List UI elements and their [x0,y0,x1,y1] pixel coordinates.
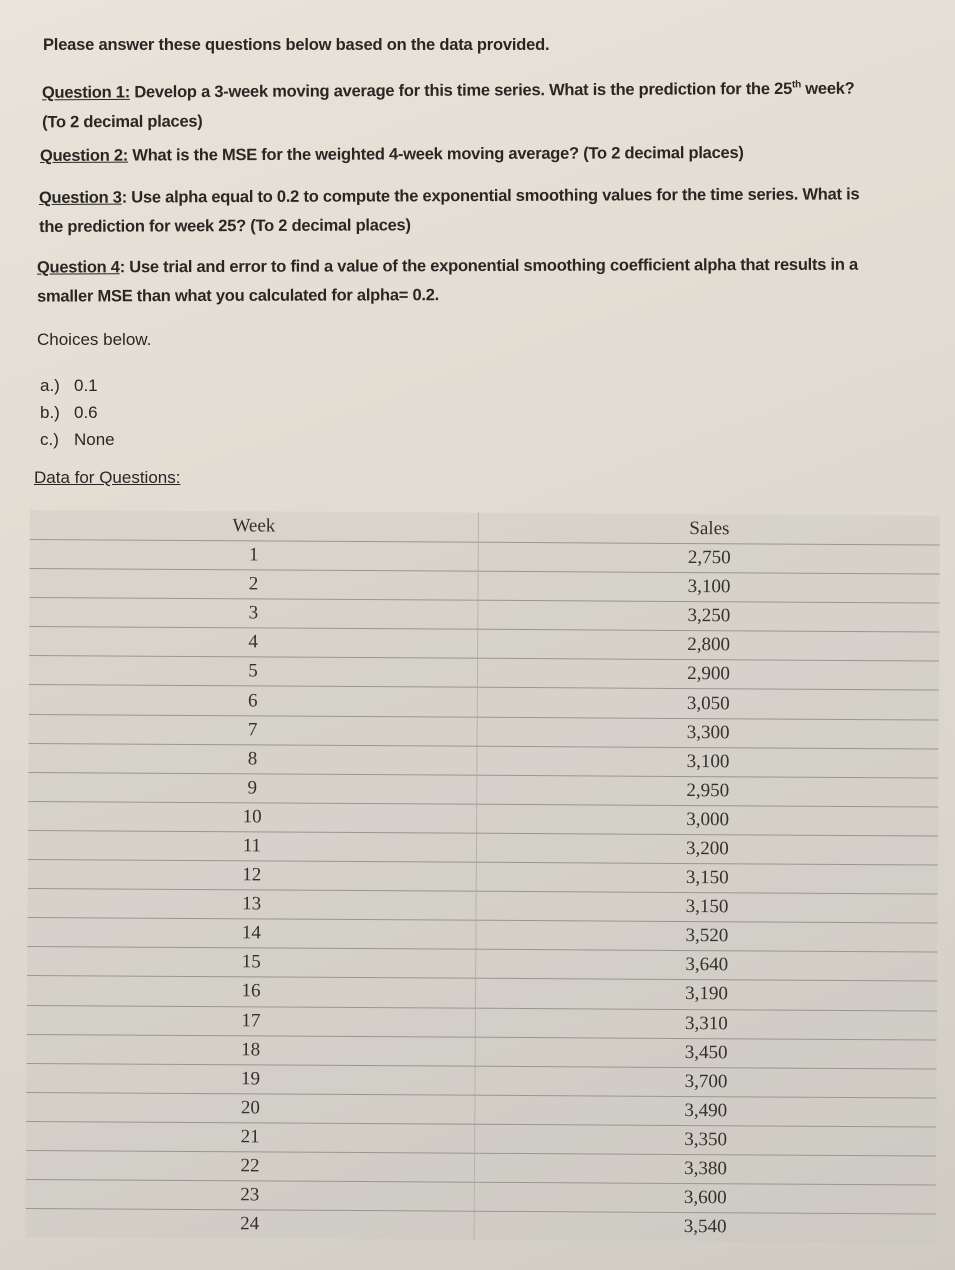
week-cell: 19 [26,1064,475,1095]
week-cell: 13 [28,889,477,920]
question-4-line2: smaller MSE than what you calculated for alpha= 0.2. [37,286,440,306]
question-1-text-end: week? [800,79,855,98]
question-3-label: Question 3 [38,188,122,207]
sales-cell: 3,150 [685,867,729,889]
sales-cell: 3,450 [684,1041,728,1063]
sales-data-table [26,510,940,1243]
week-cell: 24 [26,1209,475,1240]
week-cell: 18 [27,1035,476,1066]
week-cell: 10 [28,802,477,833]
sales-cell: 3,050 [686,692,730,714]
week-cell: 11 [28,831,477,862]
question-2-label: Question 2: [39,146,129,165]
header-sales: Sales [689,517,730,539]
question-2-text: What is the MSE for the weighted 4-week moving average? (To 2 decimal places) [127,143,744,165]
week-cell: 4 [29,627,478,658]
week-cell: 6 [29,685,478,716]
week-cell: 9 [28,773,477,804]
sales-cell: 3,600 [683,1187,727,1209]
week-cell: 12 [28,860,477,891]
question-1 [42,70,942,137]
sales-cell: 3,100 [687,576,731,598]
sales-cell: 2,900 [687,663,730,685]
sales-cell: 3,350 [684,1128,728,1151]
choice-b-letter: b.) [40,403,60,422]
question-1-text: Develop a 3-week moving average for this time series. What is the prediction for the 25 [129,79,793,102]
sales-cell: 2,800 [687,634,731,656]
choice-b [40,399,115,426]
sales-cell: 2,950 [686,779,730,802]
sales-cell: 3,190 [685,983,728,1005]
choice-a-value: 0.1 [74,376,98,395]
week-cell: 22 [26,1151,475,1182]
week-cell: 15 [27,947,476,978]
data-title: Data for Questions: [34,468,181,487]
intro-text: Please answer these questions below based on the data provided. [43,36,550,54]
choice-b-value: 0.6 [74,403,98,422]
week-cell: 7 [29,715,478,746]
week-cell: 8 [28,744,477,775]
sales-cell: 3,300 [686,721,730,743]
question-4 [37,250,937,311]
week-cell: 20 [26,1093,475,1124]
sales-cell: 3,250 [687,605,731,627]
week-cell: 21 [26,1122,475,1153]
sales-cell: 3,520 [685,925,729,947]
header-week: Week [30,510,479,542]
week-cell: 14 [27,918,476,949]
sales-cell: 3,310 [684,1012,728,1034]
choice-a-letter: a.) [40,376,60,395]
sales-cell: 3,000 [686,808,730,831]
sales-cell: 2,750 [687,547,731,569]
question-4-text: : Use trial and error to find a value of the exponential smoothing coefficient alpha that results in a [119,255,858,277]
sales-cell: 3,100 [686,750,730,772]
week-cell: 2 [29,569,478,600]
question-1-label: Question 1: [41,83,131,102]
question-3-line2: the prediction for week 25? (To 2 decimal places) [39,216,411,236]
table-row [26,1209,936,1243]
choice-c-letter: c.) [40,430,59,449]
choice-a [40,372,115,399]
choices-list [40,372,115,453]
week-cell: 16 [27,976,476,1007]
sales-cell: 3,150 [685,896,729,918]
week-cell: 3 [29,598,478,629]
sales-cell: 3,540 [683,1216,727,1238]
question-3-text: : Use alpha equal to 0.2 to compute the exponential smoothing values for the time series. What is [121,185,860,207]
choice-c-value: None [74,430,115,449]
choices-title: Choices below. [37,330,152,349]
sales-cell: 3,380 [684,1158,727,1180]
sales-cell: 3,700 [684,1070,728,1093]
question-4-label: Question 4 [36,258,120,277]
week-cell: 1 [30,540,479,571]
question-1-superscript: th [791,79,801,91]
sales-cell: 3,200 [686,837,729,860]
question-1-line2: (To 2 decimal places) [42,112,203,131]
week-cell: 17 [27,1005,476,1036]
question-2 [40,138,940,171]
week-cell: 23 [26,1180,475,1211]
week-cell: 5 [29,656,478,687]
question-3 [39,180,939,242]
sales-cell: 3,490 [684,1099,728,1122]
sales-cell: 3,640 [685,954,729,976]
choice-c [40,426,115,453]
